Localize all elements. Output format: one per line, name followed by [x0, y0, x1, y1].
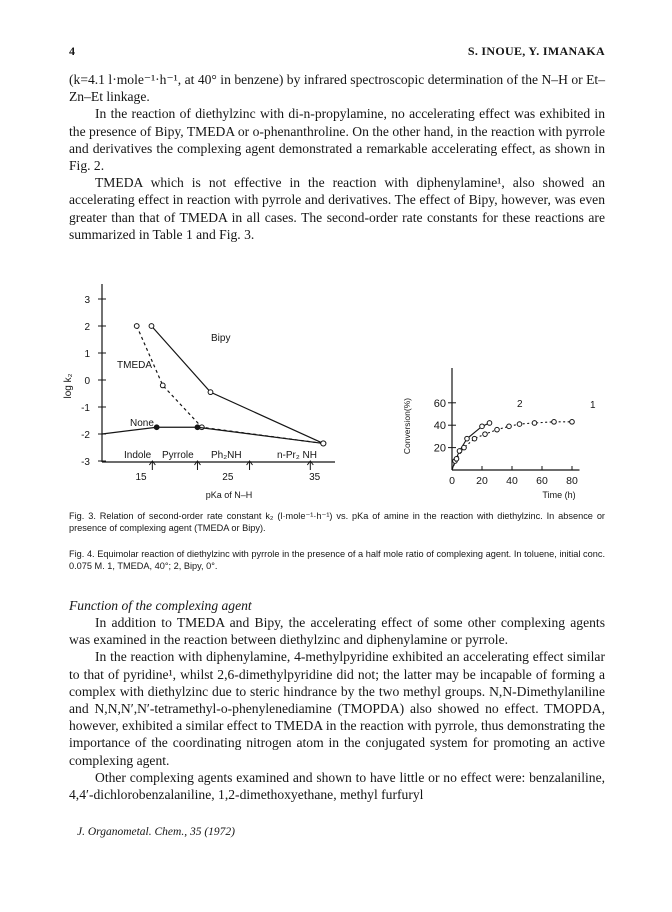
- fig4-point-2: [472, 436, 477, 441]
- fig3-y-tick-label: -3: [81, 457, 90, 468]
- fig3-label-bipy: Bipy: [211, 333, 231, 344]
- fig3-y-tick-label: 2: [84, 322, 90, 333]
- fig3-point-none: [154, 425, 159, 430]
- fig3-y-tick-label: 0: [84, 376, 90, 387]
- fig4-point-2: [495, 427, 500, 432]
- fig4-caption: [69, 548, 605, 573]
- fig4-x-tick-label: 20: [476, 475, 488, 487]
- fig4-point-2: [552, 420, 557, 425]
- fig4-curve-1: [452, 423, 490, 470]
- fig4-series: [452, 420, 574, 470]
- caption-text: Fig. 4. Equimolar reaction of diethylzinc with pyrrole in the presence of a half mole ratio of complexing agent. In toluene, initial conc. 0.075 M. 1, TMEDA, 40°; 2, Bipy, 0°.: [69, 549, 605, 572]
- fig3-point-tmeda: [134, 324, 139, 329]
- paragraph: In addition to TMEDA and Bipy, the accelerating effect of some other complexing agents was examined in the reaction between diethylzinc and diphenylamine or pyrrole.: [69, 615, 605, 648]
- fig4-curve-2: [452, 422, 572, 470]
- caption-text: Fig. 3. Relation of second-order rate constant k₂ (l·mole⁻¹·h⁻¹) vs. pKa of amine in the reaction with diethylzinc. In absence or presence of complexing agent (TMEDA or Bipy).: [69, 511, 605, 534]
- fig4-point-2: [570, 420, 575, 425]
- paragraph: (k=4.1 l·mole⁻¹·h⁻¹, at 40° in benzene) by infrared spectroscopic determination of the N–H or Et–Zn–Et linkage.: [69, 72, 605, 105]
- page-number: 4: [69, 44, 76, 58]
- fig4-x-tick-label: 60: [536, 475, 548, 487]
- fig3-y-tick-label: 3: [84, 295, 90, 306]
- fig3-point-none: [195, 425, 200, 430]
- fig4-chart: [392, 362, 622, 512]
- fig4-x-tick-label: 0: [449, 475, 455, 487]
- body-text-section: [69, 614, 605, 803]
- fig3-line-bipy: [151, 326, 323, 443]
- journal-footer: J. Organometal. Chem., 35 (1972): [77, 826, 235, 838]
- fig4-point-2: [483, 432, 488, 437]
- fig4-point-1: [480, 424, 485, 429]
- fig4-point-2: [532, 421, 537, 426]
- fig4-y-tick-label: 20: [433, 442, 446, 455]
- fig3-point-npr2nh: [321, 441, 326, 446]
- fig3-point-bipy: [149, 324, 154, 329]
- fig3-compound-npr2nh: n-Pr₂ NH: [277, 450, 317, 461]
- fig4-point-2: [507, 424, 512, 429]
- fig4-label-1: 1: [590, 400, 596, 411]
- fig3-y-tick-label: 1: [84, 349, 90, 360]
- fig4-point-2: [462, 445, 467, 450]
- fig4-y-tick-label: 40: [433, 420, 446, 433]
- fig4-x-tick-label: 40: [506, 475, 518, 487]
- fig3-line-none: [102, 427, 323, 443]
- fig3-caption: [69, 510, 605, 535]
- fig3-label-tmeda: TMEDA: [117, 360, 152, 371]
- fig3-compound-indole: Indole: [124, 450, 152, 461]
- fig3-y-tick-label: -2: [81, 430, 90, 441]
- fig3-labels: [63, 333, 317, 500]
- fig3-point-bipy: [208, 390, 213, 395]
- fig3-ylabel: log k₂: [63, 373, 74, 399]
- fig3-compound-pyrrole: Pyrrole: [162, 450, 194, 461]
- fig3-y-tick-label: -1: [81, 403, 90, 414]
- fig3-x-tick-label: 25: [222, 472, 234, 483]
- fig3-xlabel: pKa of N–H: [205, 490, 253, 500]
- fig3-point-tmeda: [160, 383, 165, 388]
- running-head-authors: S. INOUE, Y. IMANAKA: [467, 44, 605, 58]
- fig4-x-tick-label: 80: [566, 475, 578, 487]
- section-title: Function of the complexing agent: [69, 598, 252, 613]
- fig4-point-1: [487, 421, 492, 426]
- paragraph: TMEDA which is not effective in the reaction with diphenylamine¹, also showed an accelerating effect in reaction with pyrrole and derivatives. The effect of Bipy, however, was even greater than that of TMEDA in all cases. The second-order rate constants for these reactions are summarized in Table 1 and Fig. 3.: [69, 175, 605, 242]
- paragraph: Other complexing agents examined and shown to have little or no effect were: benzalaniline, 4,4′-dichlorobenzalaniline, 1,2-dimethoxyethane, methyl furfuryl: [69, 769, 605, 803]
- fig3-x-tick-label: 15: [135, 472, 147, 483]
- paragraph: In the reaction of diethylzinc with di-n-propylamine, no accelerating effect was exhibited in the presence of Bipy, TMEDA or o-phenanthroline. On the other hand, in the reaction with pyrrole and derivatives the complexing agent demonstrated a remarkable accelerating effect, as shown in Fig. 2.: [69, 106, 605, 174]
- fig4-point-2: [517, 422, 522, 427]
- fig4-label-2: 2: [517, 399, 523, 410]
- fig3-compound-ph2nh: Ph₂NH: [211, 450, 242, 461]
- fig4-ylabel: Conversion(%): [402, 397, 412, 455]
- fig4-xlabel: Time (h): [542, 490, 576, 500]
- fig4-point-1: [465, 436, 470, 441]
- fig4-y-tick-label: 60: [433, 397, 446, 410]
- fig3-chart: [60, 262, 370, 512]
- fig3-label-none: None: [130, 418, 154, 429]
- paragraph: In the reaction with diphenylamine, 4-methylpyridine exhibited an accelerating effect similar to that of pyridine¹, whilst 2,6-dimethylpyridine did not; the latter may be incapable of forming a complex with diethylzinc due to steric hindrance by the two methyl groups. N,N-Dimethylaniline and N,N,N′,N′-tetramethyl-o-phenylenediamine (TMOPDA) also showed no effect. TMOPDA, however, exhibited a similar effect to TMEDA in the reaction with pyrrole, thus demonstrating the importance of the coordinating nitrogen atom in the conjugated system for promoting an active complexing agent.: [69, 649, 605, 768]
- body-text-top: [69, 71, 605, 243]
- fig3-x-tick-label: 35: [309, 472, 321, 483]
- fig4-point-2: [454, 457, 459, 462]
